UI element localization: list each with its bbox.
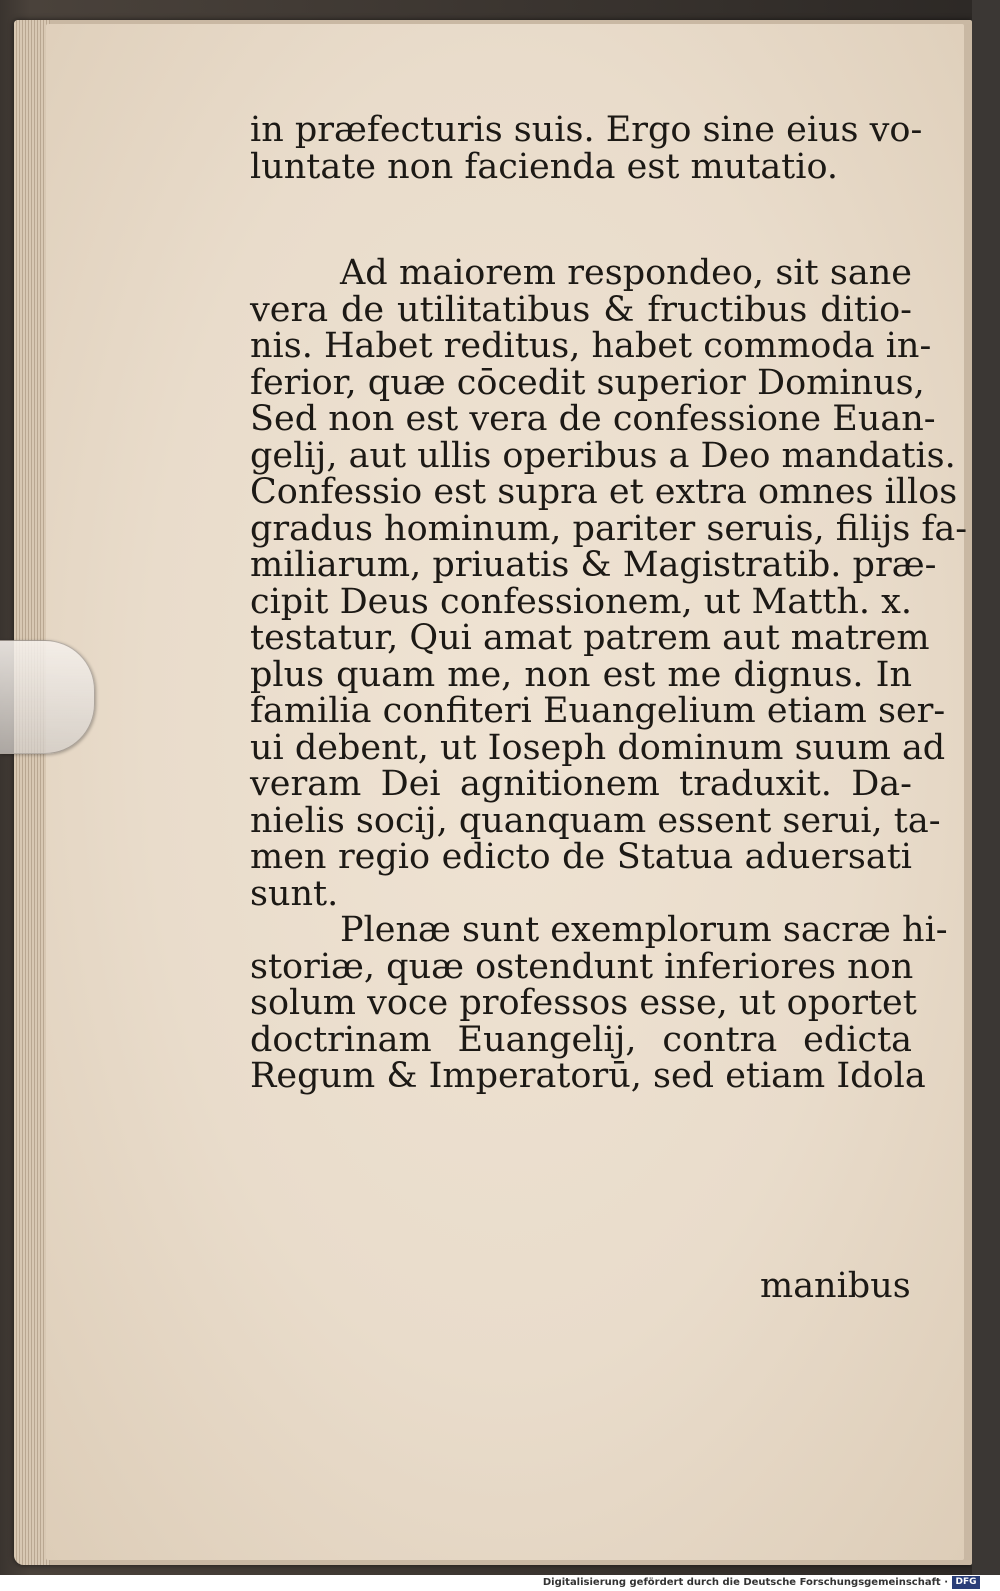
text-line: Regum & Imperatorū, sed etiam Idola [250, 1056, 926, 1096]
text-line: Confessio est supra et extra omnes illos [250, 472, 958, 512]
text-line: veram Dei agnitionem traduxit. Da- [250, 764, 912, 804]
page-edges [14, 20, 50, 1565]
text-line: Plenæ sunt exemplorum sacræ hi- [340, 910, 948, 950]
text-line: nielis socij, quanquam essent serui, ta- [250, 800, 941, 841]
page-clip [0, 640, 95, 754]
text-line: men regio edicto de Statua aduersati [250, 837, 912, 877]
text-line: gradus hominum, pariter seruis, filijs fa- [250, 508, 968, 549]
text-line: storiæ, quæ ostendunt inferiores non [250, 946, 914, 987]
dfg-logo[interactable]: DFG [952, 1576, 980, 1589]
text-line: miliarum, priuatis & Magistratib. præ- [250, 545, 937, 585]
text-line: vera de utilitatibus & fructibus ditio- [250, 289, 912, 330]
text-line: gelij, aut ullis operibus a Deo mandatis. [250, 435, 956, 476]
right-margin-bar [972, 0, 1000, 1575]
text-line: in præfecturis suis. Ergo sine eius vo- [250, 110, 923, 150]
text-line: nis. Habet reditus, habet commoda in- [250, 326, 932, 366]
text-line: Sed non est vera de confessione Euan- [250, 399, 936, 439]
text-line: familia confiteri Euangelium etiam ser- [250, 691, 946, 731]
text-line: doctrinam Euangelij, contra edicta [250, 1019, 912, 1060]
text-line: cipit Deus confessionem, ut Matth. x. [250, 581, 912, 622]
text-line: testatur, Qui amat patrem aut matrem [250, 618, 930, 658]
text-line: Ad maiorem respondeo, sit sane [340, 253, 912, 293]
text-line: ferior, quæ cōcedit superior Dominus, [250, 362, 925, 403]
footer-bar [0, 1575, 1000, 1591]
page-text [250, 110, 968, 1096]
text-line: luntate non facienda est mutatio. [250, 146, 839, 187]
text-line: solum voce professos esse, ut oportet [250, 983, 917, 1023]
catchword: manibus [760, 1266, 911, 1306]
text-line: plus quam me, non est me dignus. In [250, 654, 912, 695]
footer-credit: Digitalisierung gefördert durch die Deutsche Forschungsgemeinschaft · [542, 1577, 948, 1588]
text-line: sunt. [250, 873, 339, 914]
text-line: ui debent, ut Ioseph dominum suum ad [250, 727, 946, 768]
